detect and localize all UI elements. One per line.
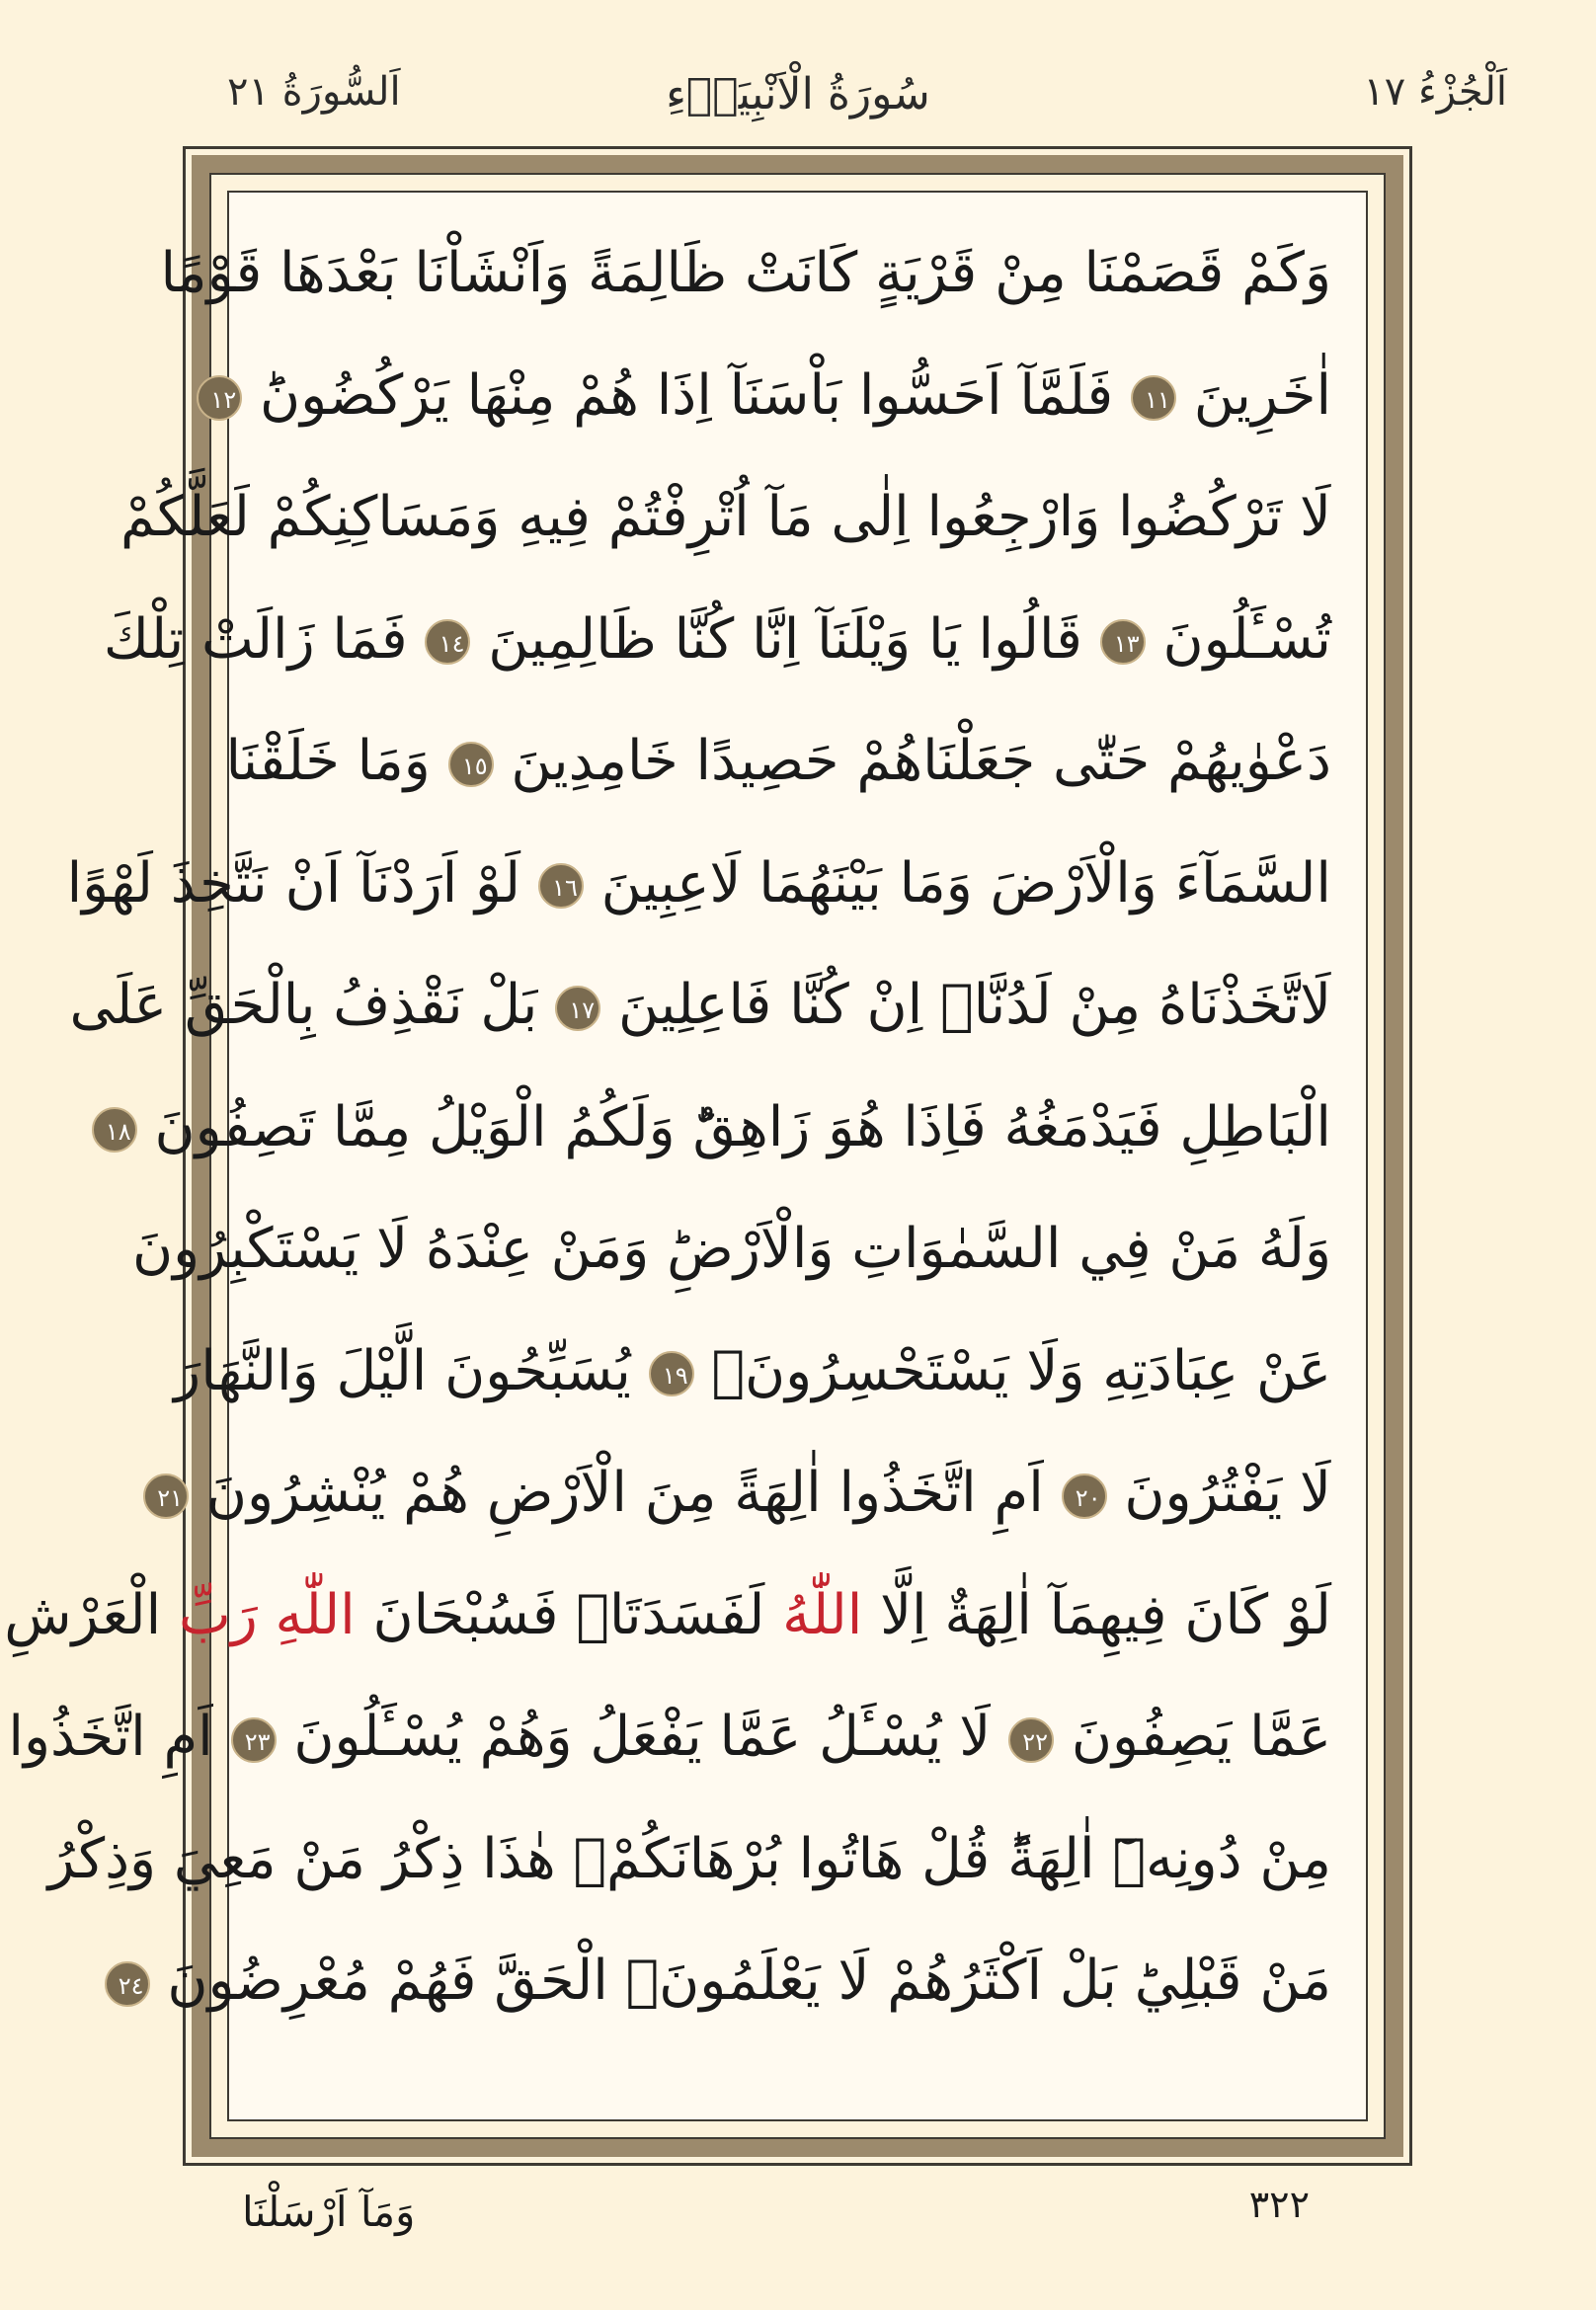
verse-line xyxy=(131,1188,1331,1311)
ayah-number-marker: ١٧ xyxy=(555,986,600,1031)
verse-text: عَنْ عِبَادَتِهِ وَلَا يَسْتَحْسِرُونَۚ xyxy=(693,1338,1331,1403)
verse-text: وَكَمْ قَصَمْنَا مِنْ قَرْيَةٍ كَانَتْ ظَالِمَةً وَاَنْشَاْنَا بَعْدَهَا قَوْمًا xyxy=(160,241,1331,305)
verse-text: اَمِ اتَّخَذُوا اٰلِهَةً مِنَ الْاَرْضِ هُمْ يُنْشِرُونَ xyxy=(189,1461,1062,1525)
verse-text: مِنْ دُونِهٖٓ اٰلِهَةًؕ قُلْ هَاتُوا بُرْهَانَكُمْۚ هٰذَا ذِكْرُ مَنْ مَعِيَ وَذِكْرُ xyxy=(47,1826,1331,1891)
text-panel xyxy=(4,191,1368,2121)
ayah-number-marker: ١٩ xyxy=(649,1351,694,1396)
verse-line xyxy=(8,1676,1331,1798)
surah-title: سُورَةُ الْاَنْبِيَاۤءِ xyxy=(666,69,930,119)
verse-line xyxy=(4,1554,1331,1677)
verse-text: لَفَسَدَتَاۚ فَسُبْحَانَ xyxy=(355,1582,783,1647)
verse-text: يُسَبِّحُونَ الَّيْلَ وَالنَّهَارَ xyxy=(174,1338,649,1403)
verse-text: الْعَرْشِ xyxy=(4,1582,179,1647)
ayah-number-marker: ٢٣ xyxy=(231,1717,277,1763)
verse-text: لَاتَّخَذْنَاهُ مِنْ لَدُنَّاۗ اِنْ كُنَّا فَاعِلِينَ xyxy=(600,973,1331,1037)
page-frame xyxy=(4,146,1412,2166)
verse-text: اٰخَرِينَ xyxy=(1175,362,1331,428)
ayah-number-marker: ١١ xyxy=(1131,375,1176,421)
ayah-number-marker: ٢٠ xyxy=(1062,1474,1107,1519)
verse-text: لَا يُسْـَٔلُ عَمَّا يَفْعَلُ وَهُمْ يُسْـَٔلُونَ xyxy=(276,1705,1009,1769)
verse-line xyxy=(160,212,1331,335)
verse-line xyxy=(103,579,1331,701)
divine-name-text: اللّٰهُ xyxy=(782,1582,863,1647)
ayah-number-marker: ٢٤ xyxy=(105,1961,150,2007)
verse-text: وَمَا خَلَقْنَا xyxy=(225,729,448,793)
verse-line xyxy=(66,823,1331,945)
verse-lines xyxy=(4,212,1331,2042)
verse-text: لَوْ اَرَدْنَآ اَنْ نَتَّخِذَ لَهْوًا xyxy=(66,850,538,916)
juz-label: اَلْجُزْءُ ١٧ xyxy=(1363,69,1507,115)
ayah-number-marker: ٢١ xyxy=(143,1474,189,1519)
verse-text: فَلَمَّآ اَحَسُّوا بَاْسَنَآ اِذَا هُمْ مِنْهَا يَرْكُضُونَؕ xyxy=(242,362,1131,428)
verse-text: عَمَّا يَصِفُونَ xyxy=(1054,1705,1331,1769)
verse-text: بَلْ نَقْذِفُ بِالْحَقِّ عَلَى xyxy=(69,973,556,1037)
verse-line xyxy=(120,456,1331,579)
verse-text: الْبَاطِلِ فَيَدْمَغُهُ فَاِذَا هُوَ زَاهِقٌؕ وَلَكُمُ الْوَيْلُ مِمَّا تَصِفُونَ xyxy=(136,1094,1331,1159)
verse-text: لَوْ كَانَ فِيهِمَآ اٰلِهَةٌ اِلَّا xyxy=(862,1582,1331,1647)
verse-text: لَا يَفْتُرُونَ xyxy=(1106,1461,1331,1525)
verse-line xyxy=(210,335,1331,457)
divine-name-text: اللّٰهِ رَبِّ xyxy=(178,1582,356,1647)
ayah-number-marker: ١٥ xyxy=(448,742,494,787)
ayah-number-marker: ١٨ xyxy=(92,1107,137,1153)
verse-line xyxy=(118,1920,1331,2042)
verse-line xyxy=(47,1798,1331,1921)
verse-line xyxy=(69,944,1331,1067)
verse-text: لَا تَرْكُضُوا وَارْجِعُوا اِلٰى مَآ اُتْرِفْتُمْ فِيهِ وَمَسَاكِنِكُمْ لَعَلَّكُمْ xyxy=(120,485,1331,549)
verse-line xyxy=(105,1067,1331,1189)
verse-text: فَمَا زَالَتْ تِلْكَ xyxy=(103,606,426,672)
verse-text: وَلَهُ مَنْ فِي السَّمٰوَاتِ وَالْاَرْضِؕ وَمَنْ عِنْدَهُ لَا يَسْتَكْبِرُونَ xyxy=(131,1217,1331,1281)
ayah-number-marker: ٢٢ xyxy=(1008,1717,1054,1763)
verse-text: مَنْ قَبْلِيؕ بَلْ اَكْثَرُهُمْ لَا يَعْلَمُونَۙ الْحَقَّ فَهُمْ مُعْرِضُونَ xyxy=(149,1949,1331,2013)
verse-text: تُسْـَٔلُونَ xyxy=(1145,606,1331,672)
ayah-number-marker: ١٢ xyxy=(197,375,242,421)
surah-number: اَلسُّورَةُ ٢١ xyxy=(227,69,401,115)
verse-text: دَعْوٰيهُمْ حَتّٰى جَعَلْنَاهُمْ حَصِيدًا خَامِدِينَ xyxy=(493,729,1331,793)
verse-line xyxy=(157,1432,1331,1554)
verse-text: قَالُوا يَا وَيْلَنَآ اِنَّا كُنَّا ظَالِمِينَ xyxy=(470,606,1100,672)
page-number: ٣٢٢ xyxy=(1248,2183,1310,2226)
verse-text: السَّمَآءَ وَالْاَرْضَ وَمَا بَيْنَهُمَا لَاعِبِينَ xyxy=(583,850,1331,916)
ayah-number-marker: ١٦ xyxy=(538,863,584,909)
verse-line xyxy=(174,1311,1331,1433)
catchword: وَمَآ اَرْسَلْنَا xyxy=(242,2188,416,2236)
ayah-number-marker: ١٤ xyxy=(425,619,470,665)
verse-line xyxy=(225,700,1331,823)
ayah-number-marker: ١٣ xyxy=(1100,619,1146,665)
verse-text: اَمِ اتَّخَذُوا xyxy=(8,1705,231,1769)
